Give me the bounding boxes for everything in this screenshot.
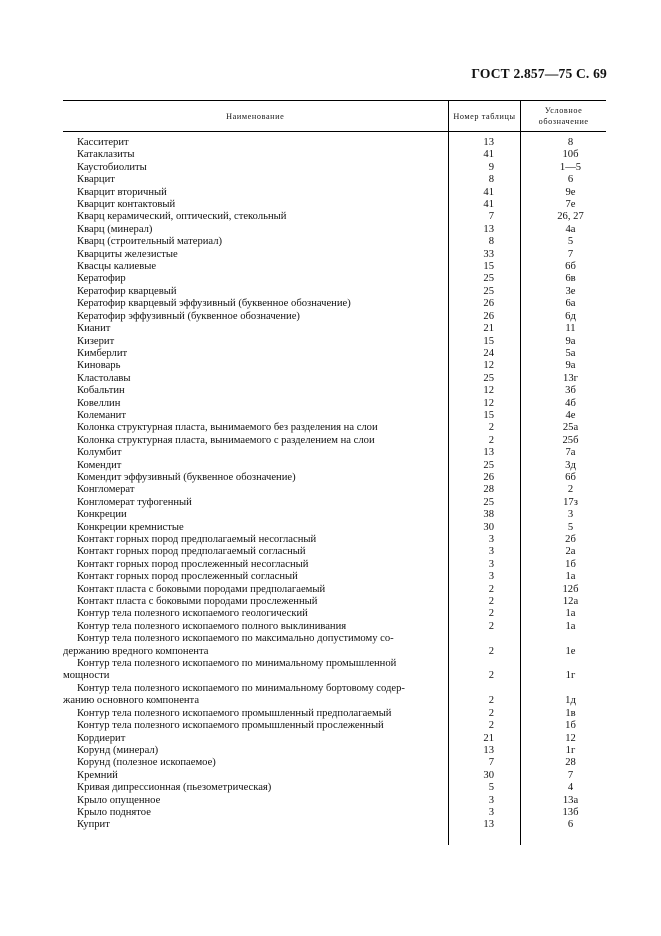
table-row [63,596,606,608]
row-name: Контакт пласта с боковыми породами предполагаемый [77,583,326,595]
row-name [63,658,449,683]
row-symbol: 4а [565,223,576,235]
table-row [63,435,606,447]
table-row [63,633,606,658]
row-symbol: 9е [565,186,576,198]
row-symbol: 2б [565,534,576,545]
row-name: Корунд (минерал) [77,744,159,756]
row-name: Кимберлит [77,347,128,359]
row-name: Кривая дипрессионная (пьезометрическая) [77,782,272,794]
row-table-number: 38 [483,509,494,521]
table-row [63,782,606,794]
column-header-symbol: Условное обозначение [520,101,606,131]
row-name: Кварц керамический, оптический, стекольный [77,211,287,223]
row-symbol: 3д [565,459,576,471]
row-table-number: 26 [483,471,494,483]
row-table-number: 3 [488,571,494,583]
row-name: Каустобиолиты [77,161,147,173]
row-name: Конкреции кремнистые [77,521,184,533]
table-row [63,733,606,745]
row-name: Контур тела полезного ископаемого промышленный предполагаемый [77,707,392,719]
row-table-number: 2 [488,720,494,732]
table-row [63,410,606,422]
row-table-number: 13 [483,223,494,235]
table-row [63,199,606,211]
page-header: ГОСТ 2.857—75 С. 69 [471,66,607,81]
row-table-number: 3 [488,806,494,818]
row-table-number: 3 [488,794,494,806]
table-row [63,608,606,620]
row-name: Кератофир [77,273,126,285]
row-table-number: 25 [483,285,494,297]
table-row [63,162,606,174]
row-table-number: 2 [488,583,494,595]
row-name [63,633,449,658]
row-table-number: 3 [488,546,494,558]
row-table-number: 30 [483,769,494,781]
table-row [63,658,606,683]
table-row [63,336,606,348]
column-header-name: Наименование [226,111,285,121]
row-symbol: 25б [562,434,579,446]
row-table-number: 2 [488,695,494,707]
row-table-number: 25 [483,372,494,384]
row-table-number: 2 [488,608,494,620]
row-symbol: 4е [565,409,576,421]
table-row [63,323,606,335]
row-symbol: 26, 27 [557,211,584,223]
row-table-number: 21 [483,732,494,744]
row-table-number: 15 [483,335,494,347]
row-name: Кератофир эффузивный (буквенное обозначение) [77,310,300,322]
row-symbol: 1г [565,744,576,756]
table-row [63,757,606,769]
table-row [63,211,606,223]
row-name: Контакт горных пород предполагаемый несогласный [77,534,317,545]
table-row [63,286,606,298]
table-row [63,187,606,199]
row-name: Кварцит [77,174,115,186]
column-divider [448,132,449,845]
table-row [63,683,606,708]
row-symbol: 3 [567,509,574,521]
row-symbol: 7 [567,769,574,781]
table-row [63,497,606,509]
row-table-number: 7 [488,211,494,223]
row-symbol: 2 [567,484,574,496]
table-row [63,509,606,521]
row-name: Катаклазиты [77,149,135,161]
row-table-number: 2 [488,645,494,657]
row-table-number: 12 [483,360,494,372]
row-name: Кианит [77,323,111,335]
row-symbol: 25а [562,422,579,434]
row-name: Кобальтин [77,385,125,397]
row-symbol: 6 [567,174,574,186]
row-table-number: 13 [483,137,494,148]
row-table-number: 13 [483,819,494,831]
table-body [63,132,606,832]
row-symbol: 1а [565,620,576,632]
table-row [63,137,606,149]
row-name-line: жанию основного компонента [63,695,200,707]
row-name-line: мощности [63,670,110,682]
row-table-number: 41 [483,149,494,161]
row-name: Кремний [77,769,118,781]
table-row [63,807,606,819]
table-row [63,546,606,558]
row-name: Кератофир кварцевый [77,285,177,297]
row-symbol: 6д [565,310,576,322]
row-name: Контур тела полезного ископаемого геологический [77,608,308,620]
row-table-number: 2 [488,670,494,682]
row-name: Кордиерит [77,732,126,744]
row-symbol: 1б [565,720,576,732]
table-row [63,273,606,285]
row-table-number: 13 [483,447,494,459]
row-table-number: 13 [483,744,494,756]
table-row [63,460,606,472]
table-row [63,819,606,831]
row-symbol: 2а [565,546,576,558]
row-name: Ковеллин [77,397,121,409]
table-row [63,298,606,310]
row-table-number: 9 [488,161,494,173]
row-symbol: 6 [567,819,574,831]
table-row [63,348,606,360]
row-table-number: 41 [483,199,494,211]
row-table-number: 2 [488,422,494,434]
row-name: Куприт [77,819,110,831]
table-row [63,249,606,261]
row-symbol: 1в [565,707,576,719]
row-symbol: 1б [565,558,576,570]
row-symbol: 13г [563,372,578,384]
table-row [63,484,606,496]
row-symbol: 1—5 [559,161,582,173]
row-name-line: Контур тела полезного ископаемого по максимально допустимому со- [77,633,394,645]
row-name: Контакт пласта с боковыми породами прослеженный [77,596,318,608]
table-header [63,101,606,132]
table-row [63,224,606,236]
row-symbol: 12 [565,732,576,744]
row-table-number: 2 [488,596,494,608]
row-name: Конгломерат [77,484,135,496]
row-symbol: 8 [567,137,574,148]
row-name-line: Контур тела полезного ископаемого по минимальному бортовому содер- [77,682,405,694]
table-row [63,571,606,583]
table-row [63,174,606,186]
row-symbol: 6в [565,273,576,285]
row-symbol: 13б [562,806,579,818]
row-symbol: 28 [565,757,576,769]
row-name: Кластолавы [77,372,131,384]
row-table-number: 25 [483,273,494,285]
row-table-number: 26 [483,298,494,310]
row-name: Квасцы калиевые [77,261,157,273]
row-name: Контур тела полезного ископаемого промышленный прослеженный [77,720,384,732]
row-name: Колонка структурная пласта, вынимаемого с разделением на слои [77,434,375,446]
table-row [63,398,606,410]
row-name: Крыло опущенное [77,794,161,806]
row-symbol: 12б [562,583,579,595]
row-name: Кварциты железистые [77,248,178,260]
row-table-number: 2 [488,707,494,719]
row-table-number: 12 [483,385,494,397]
row-name: Комендит [77,459,122,471]
row-symbol: 5а [565,347,576,359]
row-name: Кварц (строительный материал) [77,236,223,248]
row-table-number: 5 [488,782,494,794]
table-row [63,149,606,161]
row-symbol: 6б [565,471,576,483]
row-name: Корунд (полезное ископаемое) [77,757,216,769]
index-table [63,100,606,832]
row-name: Конгломерат туфогенный [77,496,192,508]
row-name: Кизерит [77,335,115,347]
row-name: Кератофир кварцевый эффузивный (буквенное обозначение) [77,298,351,310]
row-table-number: 26 [483,310,494,322]
row-symbol: 10б [562,149,579,161]
row-symbol: 3б [565,385,576,397]
row-name: Кварцит вторичный [77,186,167,198]
row-table-number: 25 [483,459,494,471]
row-table-number: 30 [483,521,494,533]
column-divider [520,132,521,845]
row-table-number: 2 [488,620,494,632]
row-symbol: 7а [565,447,576,459]
table-row [63,422,606,434]
row-table-number: 33 [483,248,494,260]
row-symbol: 6б [565,261,576,273]
row-table-number: 15 [483,261,494,273]
row-name: Колумбит [77,447,122,459]
column-header-table-number: Номер таблицы [448,101,521,131]
row-symbol: 5 [567,236,574,248]
table-row [63,311,606,323]
table-row [63,534,606,546]
table-row [63,708,606,720]
row-name: Контакт горных пород предполагаемый согласный [77,546,306,558]
row-name: Контакт горных пород прослеженный согласный [77,571,298,583]
table-row [63,360,606,372]
row-symbol: 17з [563,496,578,508]
row-symbol: 3е [565,285,576,297]
table-row [63,559,606,571]
row-symbol: 1д [565,695,576,707]
row-table-number: 2 [488,434,494,446]
row-table-number: 28 [483,484,494,496]
row-name: Комендит эффузивный (буквенное обозначение) [77,471,296,483]
row-name: Киноварь [77,360,121,372]
row-table-number: 3 [488,558,494,570]
row-name: Конкреции [77,509,127,521]
row-symbol: 11 [565,323,576,335]
row-table-number: 3 [488,534,494,545]
table-row [63,720,606,732]
row-table-number: 41 [483,186,494,198]
table-row [63,236,606,248]
row-name-line: Контур тела полезного ископаемого по минимальному промышленной [77,658,397,670]
table-row [63,795,606,807]
row-symbol: 4 [567,782,574,794]
row-name-line: держанию вредного компонента [63,645,209,657]
row-name [63,683,449,708]
row-table-number: 24 [483,347,494,359]
row-name: Касситерит [77,137,129,148]
row-symbol: 7е [565,199,576,211]
table-row [63,584,606,596]
row-symbol: 12а [562,596,579,608]
row-symbol: 9а [565,360,576,372]
row-name: Контур тела полезного ископаемого полного выклинивания [77,620,347,632]
row-table-number: 12 [483,397,494,409]
row-name: Кварц (минерал) [77,223,153,235]
table-row [63,385,606,397]
row-symbol: 5 [567,521,574,533]
row-name: Кварцит контактовый [77,199,176,211]
row-symbol: 4б [565,397,576,409]
row-symbol: 9а [565,335,576,347]
row-symbol: 1а [565,608,576,620]
row-symbol: 6а [565,298,576,310]
row-table-number: 7 [488,757,494,769]
table-row [63,472,606,484]
row-symbol: 1а [565,571,576,583]
table-row [63,261,606,273]
table-row [63,373,606,385]
row-symbol: 1г [565,670,576,682]
row-table-number: 15 [483,409,494,421]
row-table-number: 8 [488,174,494,186]
row-name: Колеманит [77,409,126,421]
row-name: Колонка структурная пласта, вынимаемого без разделения на слои [77,422,378,434]
row-name: Крыло поднятое [77,806,151,818]
row-table-number: 21 [483,323,494,335]
row-symbol: 7 [567,248,574,260]
table-row [63,447,606,459]
row-table-number: 8 [488,236,494,248]
row-symbol: 13а [562,794,579,806]
row-table-number: 25 [483,496,494,508]
table-row [63,522,606,534]
table-row [63,621,606,633]
row-symbol: 1е [565,645,576,657]
table-row [63,770,606,782]
row-name: Контакт горных пород прослеженный несогласный [77,558,309,570]
table-row [63,745,606,757]
